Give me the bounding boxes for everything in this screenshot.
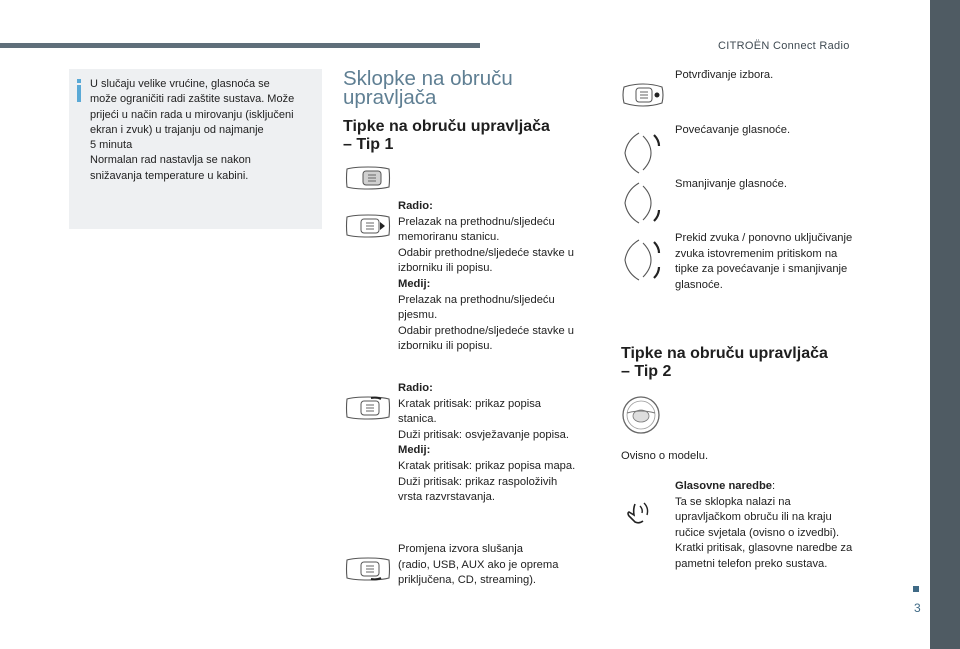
type1-item-radio-media-2: [398, 381, 608, 506]
steering-wheel-icon: [621, 395, 661, 435]
voice-command-block: [675, 479, 875, 573]
info-note: [69, 69, 322, 229]
vol-down-text: Smanjivanje glasnoće.: [675, 178, 787, 190]
voice-colon: :: [772, 480, 776, 492]
type1-item-source: [398, 542, 608, 589]
steering-switch-icon: [344, 556, 392, 582]
radio-desc: Prelazak na prethodnu/sljedeću memoriranu stanicu. Odabir prethodne/sljedeće stavke u izborniku ili popisu.: [398, 215, 575, 275]
voice-command-icon: [623, 500, 653, 526]
steering-switch-icon: [621, 130, 661, 176]
steering-switch-icon: [621, 237, 661, 283]
steering-switch-icon: [621, 180, 661, 226]
label-media: Medij:: [398, 444, 431, 457]
page-edge-strip: [930, 0, 960, 649]
source-desc: Promjena izvora slušanja (radio, USB, AUX ako je oprema priključena, CD, streaming).: [398, 543, 559, 587]
steering-switch-icon: [344, 213, 392, 239]
header-title: CITROËN Connect Radio: [718, 40, 850, 52]
voice-label: Glasovne naredbe: [675, 480, 772, 492]
model-note: Ovisno o modelu.: [621, 450, 709, 462]
page-number: 3: [914, 601, 921, 615]
info-icon: [77, 79, 81, 102]
radio-desc: Kratak pritisak: prikaz popisa stanica. Duži pritisak: osvježavanje popisa.: [398, 397, 570, 441]
mute-text: Prekid zvuka / ponovno uključivanje zvuka istovremenim pritiskom na tipke za povećavanje i smanjivanje glasnoće.: [675, 232, 853, 291]
media-desc: Kratak pritisak: prikaz popisa mapa. Duži pritisak: prikaz raspoloživih vrsta razvrstavanja.: [398, 459, 576, 504]
label-radio: Radio:: [398, 200, 433, 212]
steering-switch-icon: [344, 165, 392, 191]
header-bar: [0, 43, 480, 48]
media-desc: Prelazak na prethodnu/sljedeću pjesmu. Odabir prethodne/sljedeće stavke u izborniku ili popisu.: [398, 293, 575, 353]
note-text: U slučaju velike vrućine, glasnoća se može ograničiti radi zaštite sustava. Može prijeći u način rada u mirovanju (isključeni ekran i zvuk) u trajanju od najmanje 5 minuta Normalan rad nastavlja se nakon snižavanja temperature u kabini.: [90, 78, 295, 182]
section-title: Sklopke na obruču upravljača: [343, 67, 513, 109]
page-marker: [913, 586, 919, 592]
type1-item-radio-media-1: [398, 199, 598, 355]
label-radio: Radio:: [398, 382, 433, 394]
type1-heading: Tipke na obruču upravljača – Tip 1: [343, 118, 550, 153]
vol-up-text: Povećavanje glasnoće.: [675, 124, 791, 136]
steering-switch-icon: [621, 82, 665, 108]
type2-heading: Tipke na obruču upravljača – Tip 2: [621, 345, 828, 380]
label-media: Medij:: [398, 277, 431, 290]
confirm-text: Potvrđivanje izbora.: [675, 69, 774, 81]
voice-text: Ta se sklopka nalazi na upravljačkom obruču ili na kraju ručice svjetala (ovisno o izvedbi). Kratki pritisak, glasovne naredbe za pametni telefon preko sustava.: [675, 495, 853, 570]
steering-switch-icon: [344, 395, 392, 421]
